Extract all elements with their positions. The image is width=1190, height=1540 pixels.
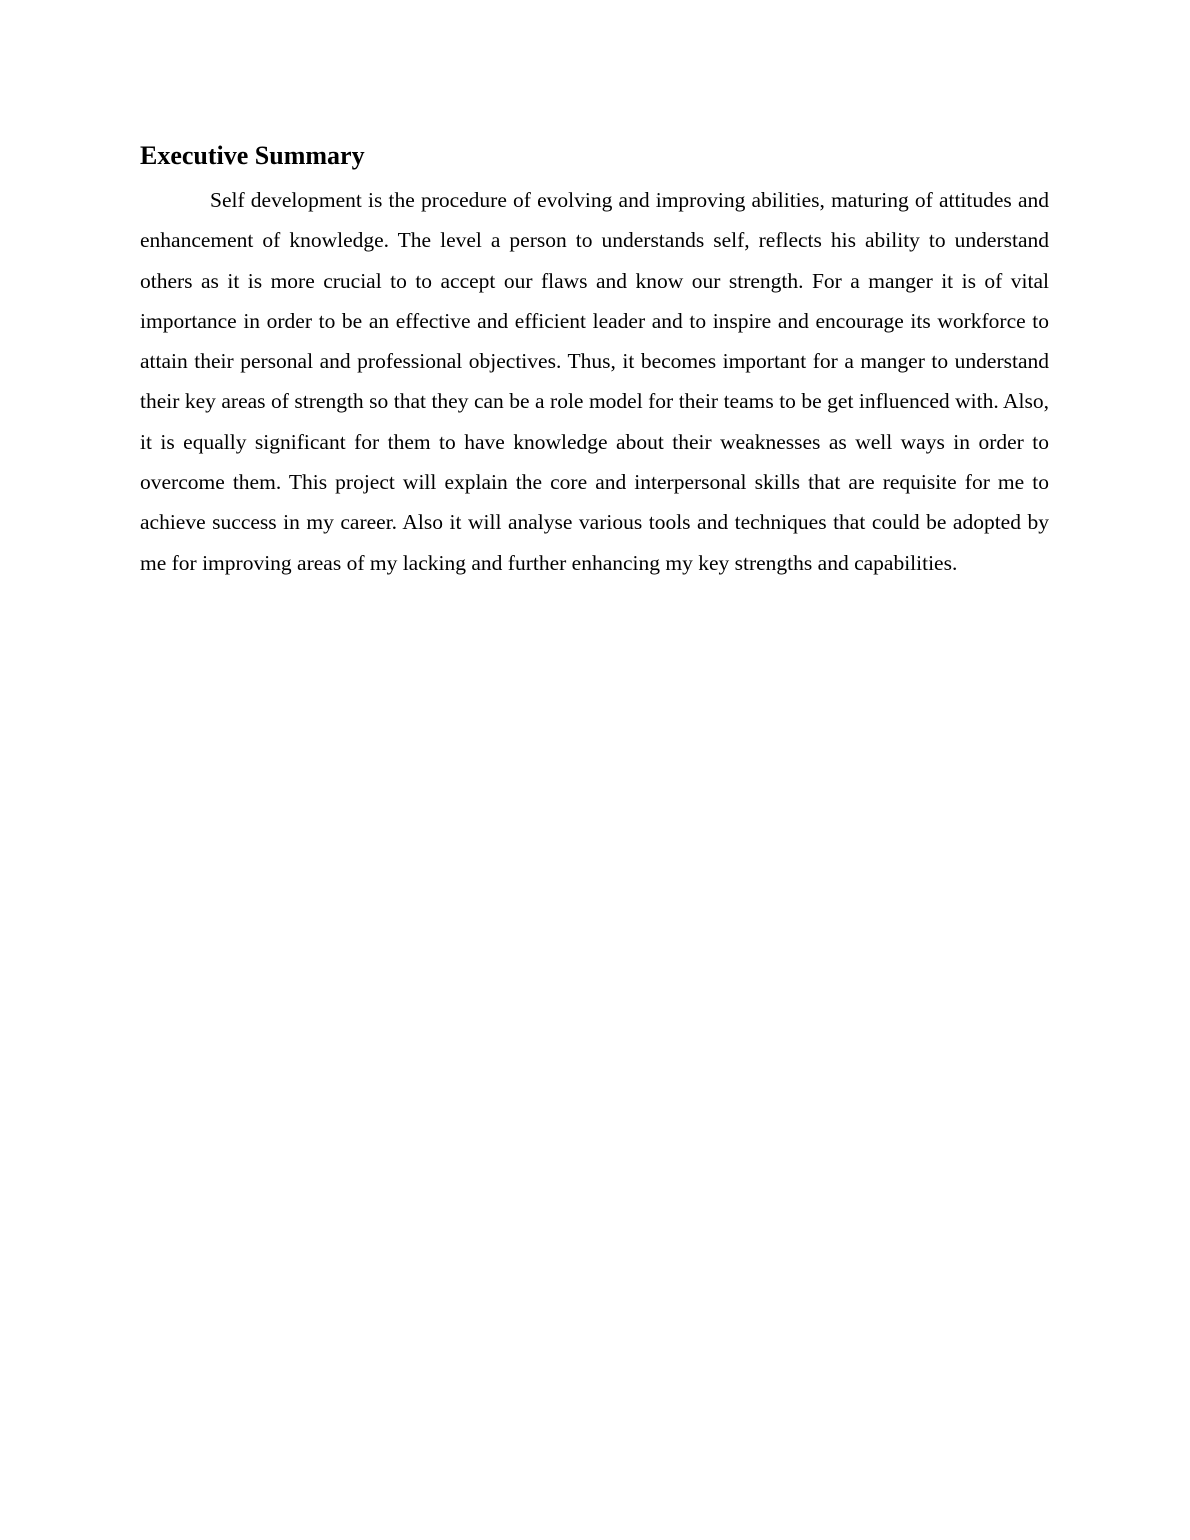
body-paragraph: Self development is the procedure of evolving and improving abilities, maturing of attitudes and enhancement of knowledge. The level a person to understands self, reflects his ability to understand others as it is more crucial to to accept our flaws and know our strength. For a manger it is of vital importance in order to be an effective and efficient leader and to inspire and encourage its workforce to attain their personal and professional objectives. Thus, it becomes important for a manger to understand their key areas of strength so that they can be a role model for their teams to be get influenced with. Also, it is equally significant for them to have knowledge about their weaknesses as well ways in order to overcome them. This project will explain the core and interpersonal skills that are requisite for me to achieve success in my career. Also it will analyse various tools and techniques that could be adopted by me for improving areas of my lacking and further enhancing my key strengths and capabilities. [140, 188, 1049, 575]
page-content [140, 138, 1049, 583]
section-heading: Executive Summary [140, 141, 365, 170]
